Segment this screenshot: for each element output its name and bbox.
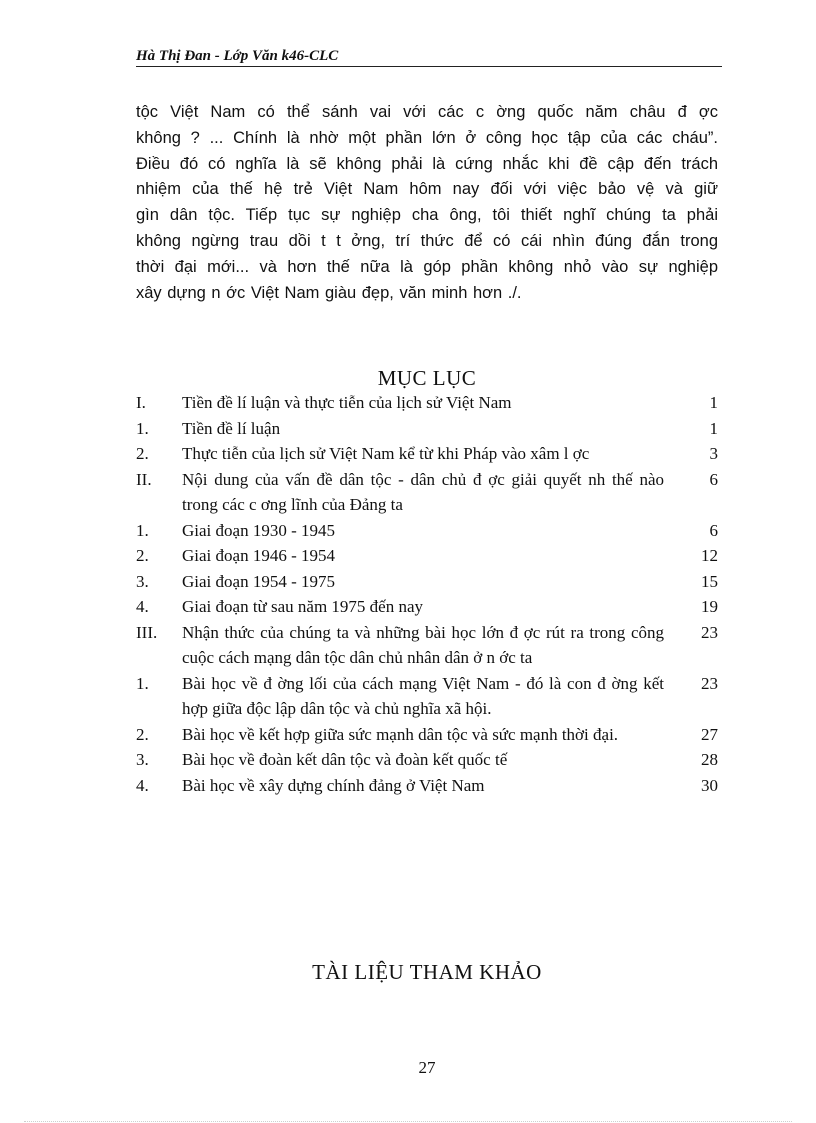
toc-entry (136, 543, 718, 569)
paragraph-line: nhiệm của thế hệ trẻ Việt Nam hôm nay đối với việc bảo vệ và giữ (136, 180, 718, 199)
toc-entry-page: 27 (701, 724, 718, 744)
page-number: 27 (418, 1058, 436, 1077)
paragraph-line: xây dựng n ớc Việt Nam giàu đẹp, văn minh hơn ./. (136, 283, 522, 302)
toc-entry (136, 569, 718, 595)
toc-entry-page: 12 (701, 546, 718, 565)
toc-entry-title: Tiền đề lí luận và thực tiễn của lịch sử Việt Nam (182, 393, 512, 412)
toc-entry (136, 722, 718, 748)
toc-entry-number: 4. (136, 597, 149, 616)
toc-entry-title: Giai đoạn 1930 - 1945 (182, 520, 335, 540)
header-text: Hà Thị Đan - Lớp Văn k46-CLC (136, 48, 339, 64)
body-paragraph (136, 100, 718, 306)
toc-entry-page: 1 (709, 393, 718, 412)
toc-entry-page: 19 (701, 597, 718, 616)
page-bottom-divider (24, 1121, 792, 1122)
toc-entry-page: 1 (709, 418, 718, 438)
toc-entry-page: 30 (701, 775, 718, 795)
toc-entry-title: Giai đoạn 1946 - 1954 (182, 546, 335, 565)
toc-entry-number: II. (136, 469, 152, 489)
toc-entry-number: 2. (136, 546, 149, 565)
toc-entry-page: 3 (709, 444, 718, 463)
toc-entry-number: 1. (136, 418, 149, 438)
toc-entry-number: 3. (136, 750, 149, 769)
paragraph-line: tộc Việt Nam có thể sánh vai với các c ờng quốc năm châu đ ợc (136, 103, 718, 121)
paragraph-line: Điều đó có nghĩa là sẽ không phải là cứng nhắc khi đề cập đến trách (136, 154, 718, 173)
paragraph-line: thời đại mới... và hơn thế nữa là góp phần không nhỏ vào sự nghiệp (136, 257, 718, 276)
toc-entry (136, 671, 718, 722)
toc-entry-number: 2. (136, 444, 149, 463)
paragraph-line: không ngừng trau dồi t t ởng, trí thức để có cái nhìn đúng đắn trong (136, 231, 718, 250)
toc-entry (136, 747, 718, 773)
toc-entry-title: Bài học về xây dựng chính đảng ở Việt Nam (182, 775, 485, 795)
toc-entry-page: 28 (701, 750, 718, 769)
toc-entry-page: 23 (701, 673, 718, 693)
toc-entry-title: Giai đoạn 1954 - 1975 (182, 571, 335, 591)
toc-entry (136, 620, 718, 671)
toc-entry-number: III. (136, 622, 158, 642)
toc-entry-title: Bài học về đ ờng lối của cách mạng Việt Nam - đó là con đ ờng kết hợp giữa độc lập dân tộc và chủ nghĩa xã hội. (182, 673, 664, 718)
toc-entry (136, 467, 718, 518)
toc-entry-page: 15 (701, 571, 718, 591)
references-title: TÀI LIỆU THAM KHẢO (312, 960, 542, 984)
paragraph-line: không ? ... Chính là nhờ một phần lớn ở công học tập của các cháu”. (136, 128, 718, 147)
toc-entry (136, 390, 718, 416)
toc-entry-title: Nhận thức của chúng ta và những bài học lớn đ ợc rút ra trong công cuộc cách mạng dân tộc dân chủ nhân dân ở n ớc ta (182, 622, 664, 667)
toc-entry-page: 6 (709, 520, 718, 540)
toc-entry (136, 416, 718, 442)
toc-entry-title: Bài học về kết hợp giữa sức mạnh dân tộc và sức mạnh thời đại. (182, 724, 619, 744)
toc-entry-number: 1. (136, 673, 149, 693)
toc-entry (136, 594, 718, 620)
toc-entry-title: Giai đoạn từ sau năm 1975 đến nay (182, 597, 424, 616)
table-of-contents (136, 390, 718, 798)
toc-entry-number: 3. (136, 571, 149, 591)
toc-entry (136, 441, 718, 467)
toc-entry (136, 773, 718, 799)
toc-entry-page: 23 (701, 622, 718, 642)
toc-title: MỤC LỤC (377, 366, 477, 390)
toc-entry-page: 6 (709, 469, 718, 489)
toc-entry-title: Bài học về đoàn kết dân tộc và đoàn kết quốc tế (182, 750, 508, 769)
toc-entry-title: Thực tiễn của lịch sử Việt Nam kể từ khi Pháp vào xâm l ợc (182, 444, 590, 463)
toc-entry-title: Tiền đề lí luận (182, 418, 281, 438)
toc-entry-title: Nội dung của vấn đề dân tộc - dân chủ đ ợc giải quyết nh thế nào trong các c ơng lĩnh của Đảng ta (182, 469, 664, 514)
toc-entry-number: 1. (136, 520, 149, 540)
running-header (136, 48, 722, 67)
paragraph-line: gìn dân tộc. Tiếp tục sự nghiệp cha ông, tôi thiết nghĩ chúng ta phải (136, 206, 718, 225)
toc-entry-number: 2. (136, 724, 149, 744)
toc-entry (136, 518, 718, 544)
toc-entry-number: I. (136, 393, 146, 412)
toc-entry-number: 4. (136, 775, 149, 795)
